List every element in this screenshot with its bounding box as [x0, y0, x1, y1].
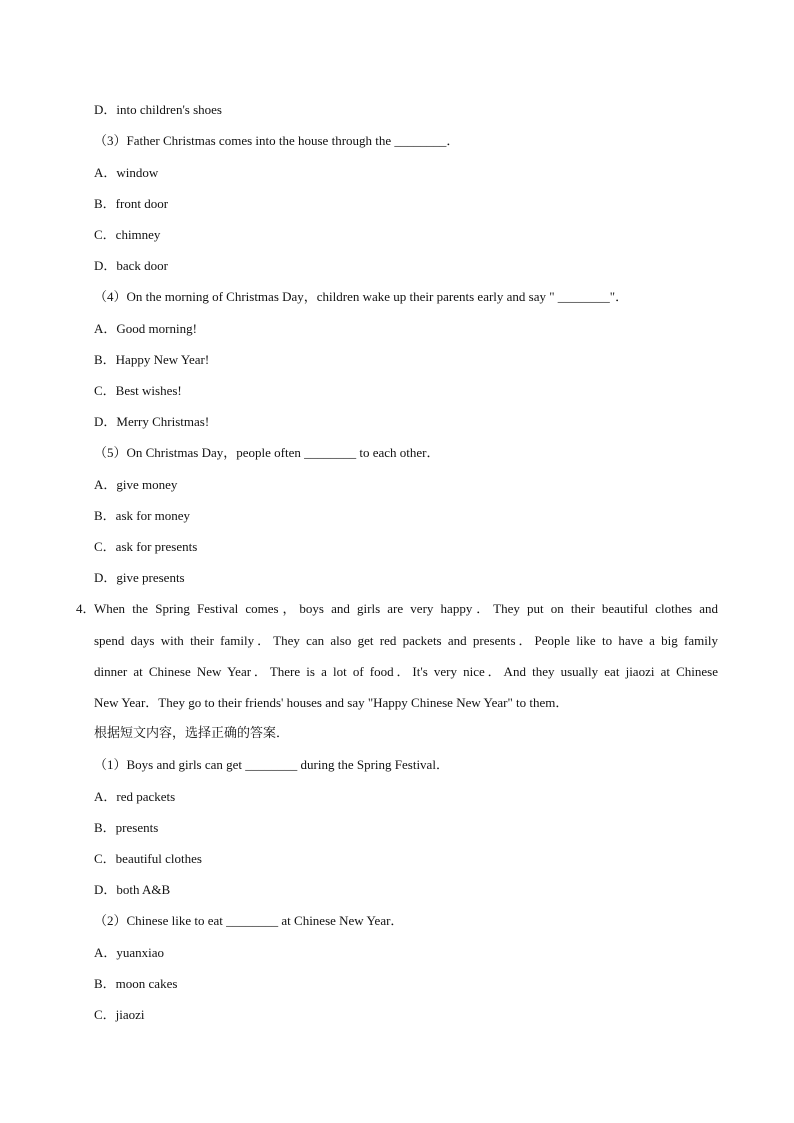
question-4-2-stem: （2）Chinese like to eat ________ at Chinese New Year．: [94, 913, 404, 928]
passage-line-4: New Year．They go to their friends' houses and say "Happy Chinese New Year" to them．: [94, 695, 569, 710]
option-3-b: B．front door: [94, 196, 169, 211]
option-q4-1-b: B．presents: [94, 820, 159, 835]
option-4-a: A．Good morning!: [94, 321, 197, 336]
question-4-instruction: 根据短文内容，选择正确的答案．: [94, 726, 290, 741]
option-q4-1-c: C．beautiful clothes: [94, 851, 202, 866]
option-5-a: A．give money: [94, 477, 178, 492]
option-5-c: C．ask for presents: [94, 539, 198, 554]
passage-line-1: When the Spring Festival comes，boys and girls are very happy．They put on their beautiful clothes and: [94, 601, 718, 616]
option-2-d: D．into children's shoes: [94, 102, 222, 117]
option-q4-1-d: D．both A&B: [94, 882, 171, 897]
option-3-d: D．back door: [94, 258, 169, 273]
question-4-1-stem: （1）Boys and girls can get ________ during the Spring Festival．: [94, 757, 449, 772]
option-4-c: C．Best wishes!: [94, 383, 182, 398]
question-3-5-stem: （5）On Christmas Day，people often ________ to each other．: [94, 445, 440, 460]
option-5-d: D．give presents: [94, 570, 185, 585]
option-q4-2-a: A．yuanxiao: [94, 945, 165, 960]
option-q4-2-b: B．moon cakes: [94, 976, 178, 991]
option-q4-2-c: C．jiaozi: [94, 1007, 145, 1022]
question-3-3-stem: （3）Father Christmas comes into the house through the ________．: [94, 133, 460, 148]
passage-line-2: spend days with their family．They can also get red packets and presents．People like to have a big family: [94, 633, 718, 648]
question-4-number: 4．: [76, 601, 96, 616]
option-4-b: B．Happy New Year!: [94, 352, 210, 367]
passage-line-3: dinner at Chinese New Year．There is a lot of food．It's very nice．And they usually eat jiaozi at Chinese: [94, 664, 718, 679]
option-q4-1-a: A．red packets: [94, 789, 176, 804]
option-4-d: D．Merry Christmas!: [94, 414, 210, 429]
option-5-b: B．ask for money: [94, 508, 191, 523]
option-3-a: A．window: [94, 165, 159, 180]
option-3-c: C．chimney: [94, 227, 161, 242]
question-3-4-stem: （4）On the morning of Christmas Day，children wake up their parents early and say " ________"．: [94, 289, 629, 304]
